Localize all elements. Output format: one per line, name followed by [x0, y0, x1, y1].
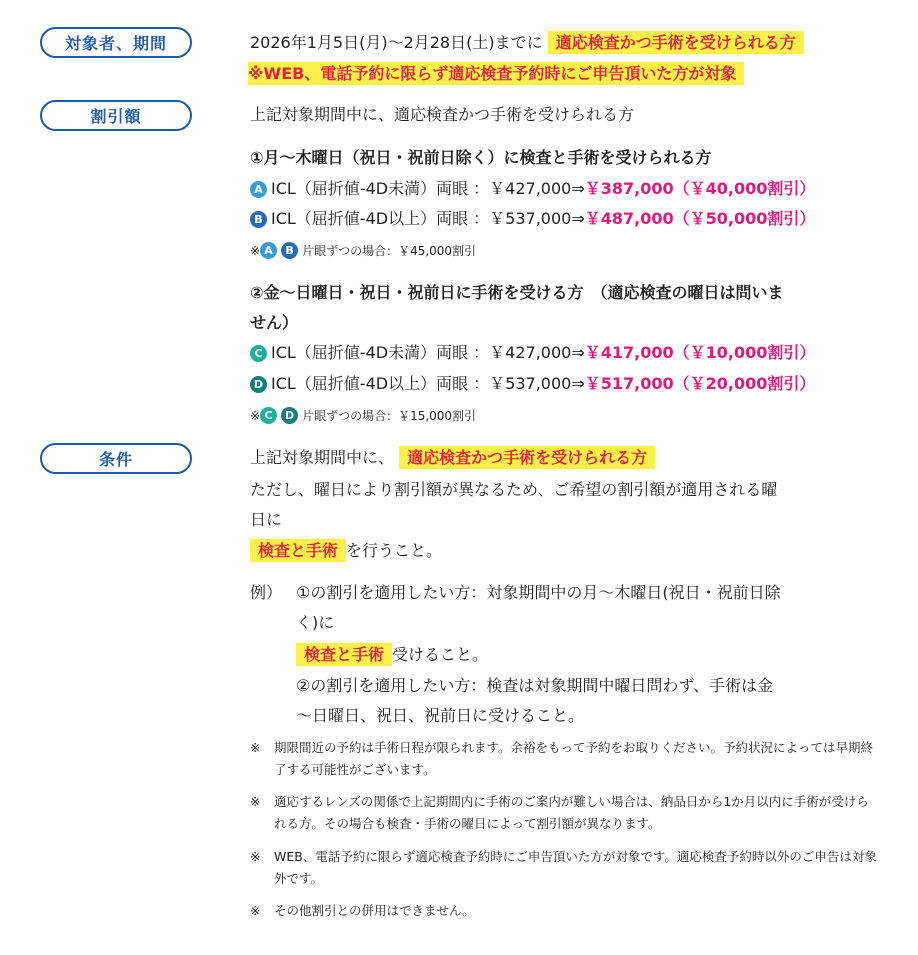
conditions-line3: 日に [250, 510, 283, 529]
period-note: ※WEB、電話予約に限らず適応検査予約時にご申告頂いた方が対象 [248, 62, 744, 85]
group2-title-line1: ②金～日曜日・祝日・祝前日に手術を受ける方 （適応検査の曜日は問いま [250, 283, 784, 302]
note-text: その他割引との併用はできません。 [274, 903, 475, 918]
badge-b: B [250, 211, 267, 228]
discount-intro: 上記対象期間中に、適応検査かつ手術を受けられる方 [250, 105, 635, 124]
note-item [250, 737, 880, 781]
label-conditions: 条件 [40, 443, 192, 474]
group2-note-prefix: ※ [250, 409, 261, 423]
price-row-b-price: ￥487,000（￥50,000割引） [584, 209, 816, 228]
badge-b-small: B [281, 242, 298, 259]
badge-c-small: C [260, 407, 277, 424]
example1-suffix: 受けること。 [392, 645, 489, 664]
note-text: 期限間近の予約は手術日程が限られます。余裕をもって予約をお取りください。予約状況によっては早期終了する可能性がございます。 [274, 740, 874, 777]
note-item [250, 846, 880, 890]
price-row-d-text: ICL（屈折値-4D以上）両眼 ：￥537,000⇒ [271, 374, 585, 393]
price-row-b [250, 208, 815, 230]
note-mark: ※ [250, 903, 261, 918]
group2-title-line2: せん） [250, 313, 299, 332]
price-row-c-price: ￥417,000（￥10,000割引） [584, 343, 816, 362]
group1-note-text: 片眼ずつの場合：￥45,000割引 [302, 244, 477, 258]
period-line [250, 32, 804, 54]
label-target-period: 対象者、期間 [40, 27, 192, 58]
conditions-line4-highlight: 検査と手術 [250, 539, 346, 562]
conditions-line4 [250, 540, 442, 562]
group1-note [250, 240, 476, 262]
example-label: 例） [250, 583, 283, 602]
price-row-b-text: ICL（屈折値-4D以上）両眼 ：￥537,000⇒ [271, 209, 585, 228]
conditions-line1-prefix: 上記対象期間中に、 [250, 448, 395, 467]
note-item [250, 900, 880, 922]
price-row-d [250, 373, 815, 395]
group1-title: ①月～木曜日（祝日・祝前日除く）に検査と手術を受けられる方 [250, 148, 712, 167]
period-note-line [250, 63, 744, 85]
badge-a-small: A [260, 242, 277, 259]
conditions-line2: ただし、曜日により割引額が異なるため、ご希望の割引額が適用される曜 [250, 480, 778, 499]
note-mark: ※ [250, 794, 261, 809]
group1-note-prefix: ※ [250, 244, 261, 258]
price-row-a-text: ICL（屈折値-4D未満）両眼 ：￥427,000⇒ [271, 179, 585, 198]
example1-line2: く)に [296, 613, 335, 632]
price-row-a [250, 178, 815, 200]
example1-line3 [296, 644, 488, 666]
note-item [250, 791, 880, 835]
example1-highlight: 検査と手術 [296, 643, 392, 666]
note-text: 適応するレンズの関係で上記期間内に手術のご案内が難しい場合は、納品日から1か月以内に手術が受けられる方。その場合も検査・手術の曜日によって割引額が異なります。 [274, 794, 869, 831]
example1-line1: ①の割引を適用したい方：対象期間中の月～木曜日(祝日・祝前日除 [296, 583, 781, 602]
conditions-line1-highlight: 適応検査かつ手術を受けられる方 [399, 446, 655, 469]
note-mark: ※ [250, 740, 261, 755]
period-date: 2026年1月5日(月)～2月28日(土)までに [250, 33, 543, 52]
price-row-d-price: ￥517,000（￥20,000割引） [584, 374, 816, 393]
badge-c: C [250, 345, 267, 362]
period-highlight: 適応検査かつ手術を受けられる方 [548, 31, 804, 54]
badge-d-small: D [281, 407, 298, 424]
price-row-c-text: ICL（屈折値-4D未満）両眼 ：￥427,000⇒ [271, 343, 585, 362]
label-discount: 割引額 [40, 100, 192, 131]
badge-d: D [250, 376, 267, 393]
conditions-line4-suffix: を行うこと。 [346, 541, 443, 560]
note-text: WEB、電話予約に限らず適応検査予約時にご申告頂いた方が対象です。適応検査予約時以外のご申告は対象外です。 [274, 849, 877, 886]
example2-line2: ～日曜日、祝日、祝前日に受けること。 [296, 706, 585, 725]
price-row-c [250, 342, 815, 364]
price-row-a-price: ￥387,000（￥40,000割引） [584, 179, 816, 198]
conditions-line1 [250, 447, 655, 469]
note-mark: ※ [250, 849, 261, 864]
badge-a: A [250, 181, 267, 198]
group2-note-text: 片眼ずつの場合：￥15,000割引 [302, 409, 477, 423]
example2-line1: ②の割引を適用したい方：検査は対象期間中曜日問わず、手術は金 [296, 676, 774, 695]
group2-note [250, 405, 476, 427]
